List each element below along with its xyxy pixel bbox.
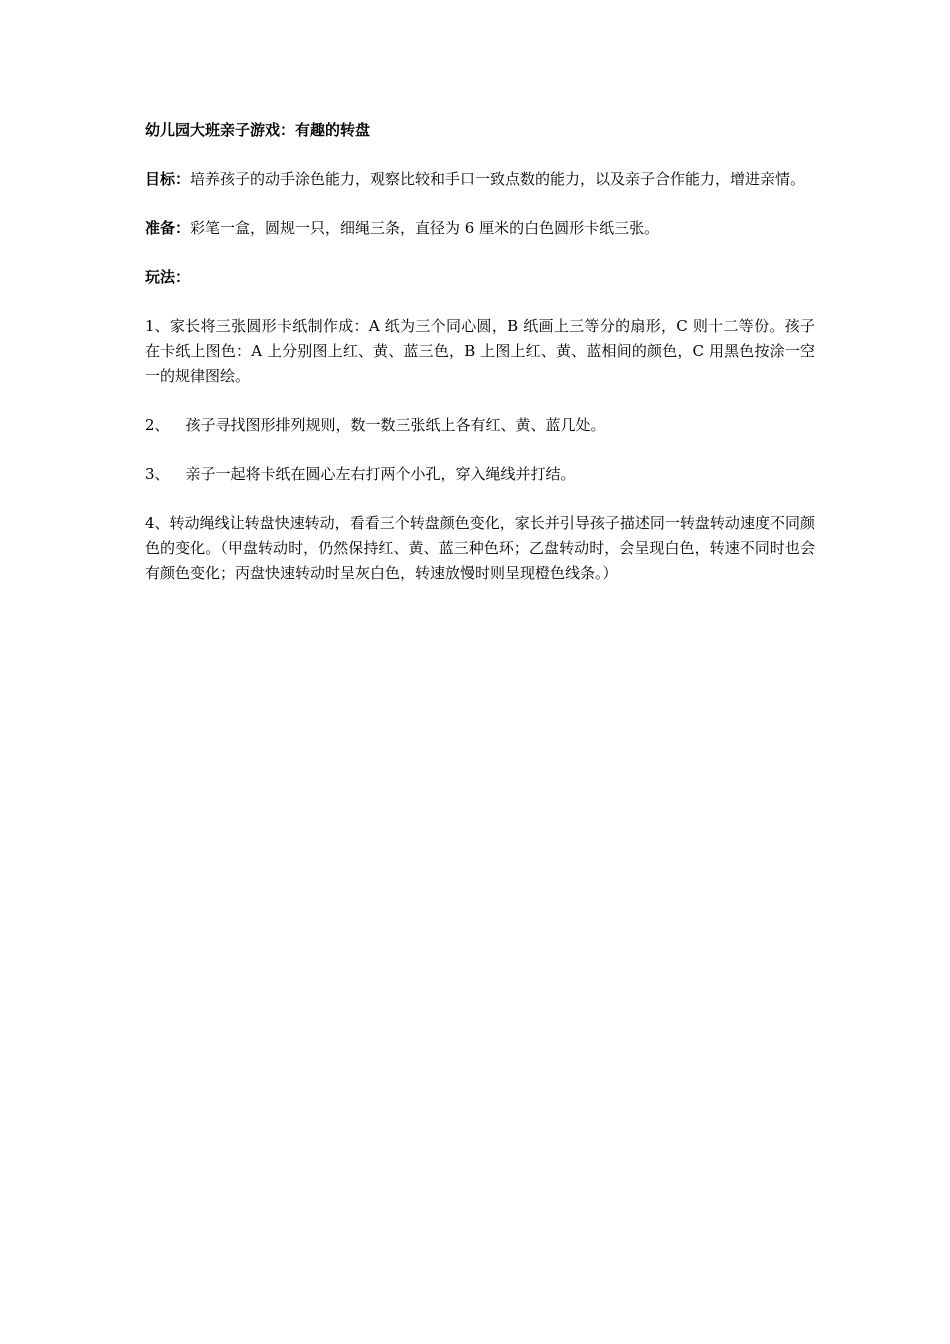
step-4-number: 4、 [145,514,170,532]
goal-label: 目标： [145,170,191,188]
step-3 [145,462,815,487]
step-3-number: 3、 [145,465,170,483]
step-1-number: 1、 [145,317,170,335]
step-2 [145,413,815,438]
goal-text: 培养孩子的动手涂色能力，观察比较和手口一致点数的能力，以及亲子合作能力，增进亲情。 [190,170,806,188]
step-4-text: 转动绳线让转盘快速转动，看看三个转盘颜色变化，家长并引导孩子描述同一转盘转动速度不同颜色的变化。（甲盘转动时，仍然保持红、黄、蓝三种色环；乙盘转动时，会呈现白色，转速不同时也会有颜色变化；丙盘快速转动时呈灰白色，转速放慢时则呈现橙色线条。） [145,514,815,582]
prep-label: 准备： [145,219,191,237]
step-4 [145,511,815,586]
step-1-text: 家长将三张圆形卡纸制作成：A 纸为三个同心圆，B 纸画上三等分的扇形，C 则十二等份。孩子在卡纸上图色：A 上分别图上红、黄、蓝三色，B 上图上红、黄、蓝相间的颜色，C 用黑色按涂一空一的规律图绘。 [145,317,815,385]
play-heading: 玩法： [145,268,191,286]
document-title: 幼儿园大班亲子游戏：有趣的转盘 [145,121,371,139]
step-2-number: 2、 [145,416,170,434]
prep-text: 彩笔一盒，圆规一只，细绳三条，直径为 6 厘米的白色圆形卡纸三张。 [190,219,660,237]
step-2-text: 孩子寻找图形排列规则，数一数三张纸上各有红、黄、蓝几处。 [185,416,606,434]
step-3-text: 亲子一起将卡纸在圆心左右打两个小孔，穿入绳线并打结。 [185,465,576,483]
goal-paragraph [145,167,815,192]
step-1 [145,314,815,389]
prep-paragraph [145,216,815,241]
document-body [145,118,815,610]
